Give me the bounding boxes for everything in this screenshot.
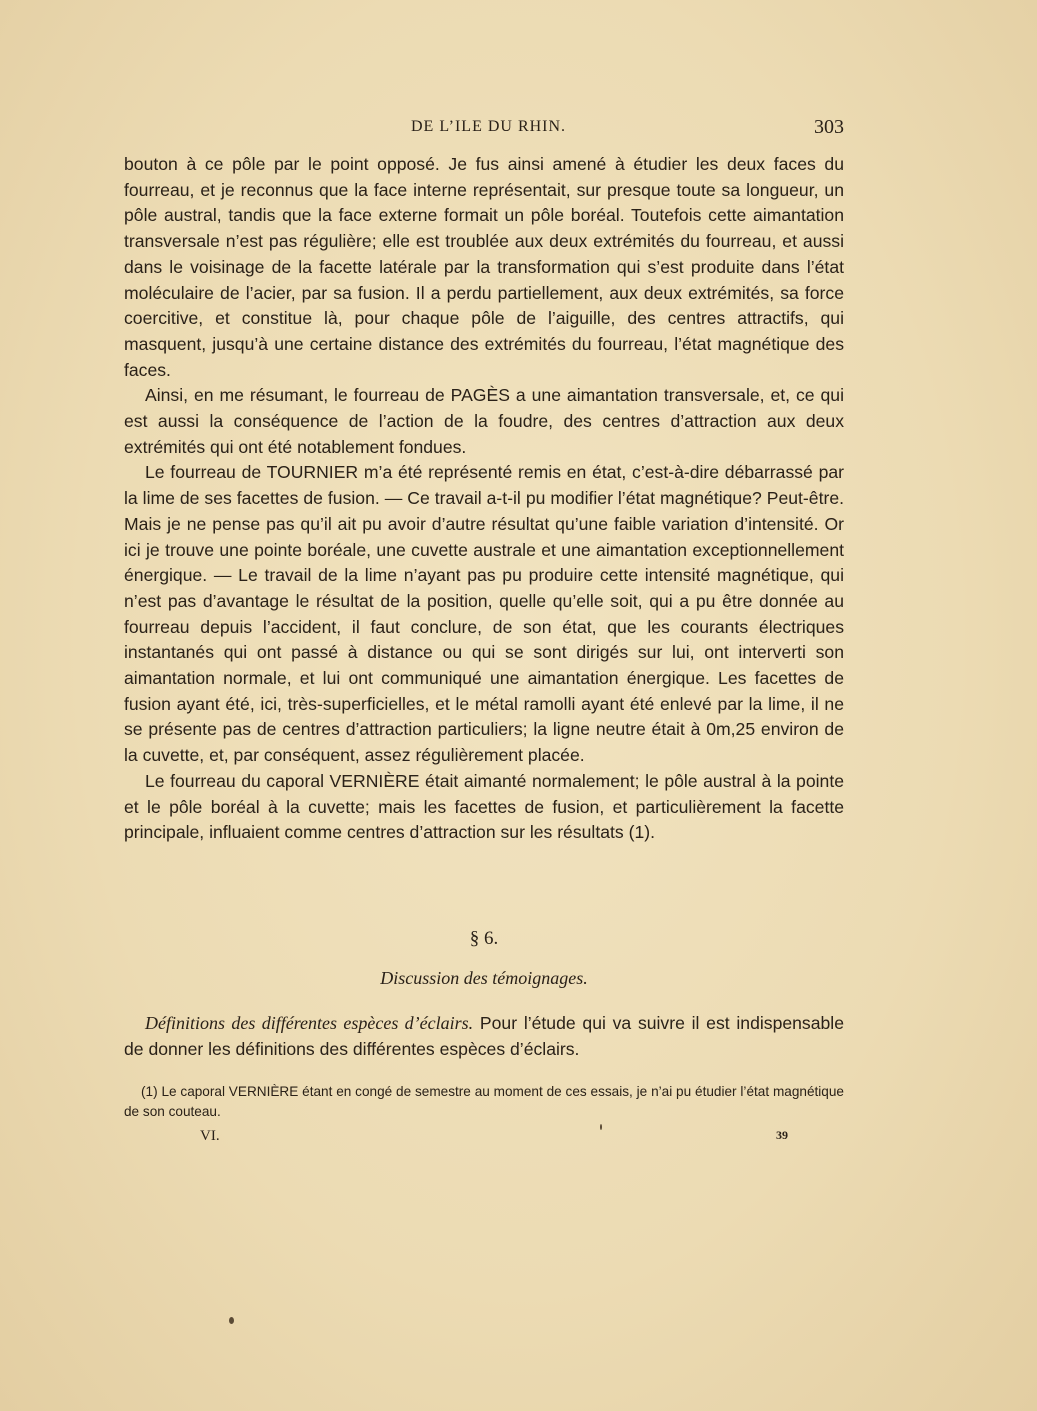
page-header — [124, 118, 844, 142]
section-title: Discussion des témoignages. — [380, 968, 588, 988]
page-number: 303 — [814, 116, 844, 138]
section-number: § 6. — [469, 928, 499, 949]
paragraph-2: Ainsi, en me résumant, le fourreau de PAGÈS a une aimantation transversale, et, ce qui est aussi la conséquence de l’action de la foudre, des centres d’attraction aux deux extrémités qui ont été notablement fondues. — [124, 385, 844, 457]
definitions-text: Pour l’étude qui va suivre il est indispensable de donner les définitions des différentes espèces d’éclairs. — [124, 1013, 844, 1059]
sheet-signature: 39 — [776, 1128, 788, 1142]
definitions-heading: Définitions des différentes espèces d’éclairs. — [145, 1013, 474, 1033]
running-title: DE L’ILE DU RHIN. — [411, 118, 567, 135]
ink-speck — [600, 1124, 602, 1130]
paragraph-1: bouton à ce pôle par le point opposé. Je fus ainsi amené à étudier les deux faces du fourreau, et je reconnus que la face interne représentait, sur presque toute sa longueur, un pôle austral, tandis que la face externe formait un pôle boréal. Toutefois cette aimantation transversale n’est pas régulière; elle est troublée aux deux extrémités du fourreau, et aussi dans le voisinage de la facette latérale par la transformation qui s’est produite dans l’état moléculaire de l’acier, par sa fusion. Il a perdu partiellement, aux deux extrémités, sa force coercitive, et constitue là, pour chaque pôle de l’aiguille, des centres attractifs, qui masquent, jusqu’à une certaine distance des extrémités du fourreau, l’état magnétique des faces. — [124, 154, 844, 380]
body-text — [124, 152, 844, 846]
ink-speck — [229, 1317, 234, 1324]
definitions-paragraph — [124, 1011, 844, 1062]
paragraph-4: Le fourreau du caporal VERNIÈRE était aimanté normalement; le pôle austral à la pointe et le pôle boréal à la cuvette; mais les facettes de fusion, et particulièrement la facette principale, influaient comme centres d’attraction sur les résultats (1). — [124, 770, 844, 843]
footnote: (1) Le caporal VERNIÈRE étant en congé de semestre au moment de ces essais, je n’ai pu étudier l’état magnétique de son couteau. — [124, 1084, 844, 1119]
volume-signature: VI. — [200, 1128, 220, 1144]
paragraph-3: Le fourreau de TOURNIER m’a été représenté remis en état, c’est-à-dire débarrassé par la lime de ses facettes de fusion. — Ce travail a-t-il pu modifier l’état magnétique? Peut-être. Mais je ne pense pas qu’il ait pu avoir d’autre résultat qu’une faible variation d’intensité. Or ici je trouve une pointe boréale, une cuvette australe et une aimantation exceptionnellement énergique. — Le travail de la lime n’ayant pas pu produire cette intensité magnétique, qui n’est pas d’avantage le résultat de la position, quelle qu’elle soit, qui a pu être donnée au fourreau depuis l’accident, il faut conclure, de son état, que les courants électriques instantanés qui ont passé à distance ou qui se sont dirigés sur lui, ont interverti son aimantation normale, et lui ont communiqué une aimantation énergique. Les facettes de fusion ayant été, ici, très-superficielles, et le métal ramolli ayant été enlevé par la lime, il ne se présente pas de centres d’attraction particuliers; la ligne neutre était à 0m,25 environ de la cuvette, et, par conséquent, assez régulièrement placée. — [124, 462, 844, 766]
